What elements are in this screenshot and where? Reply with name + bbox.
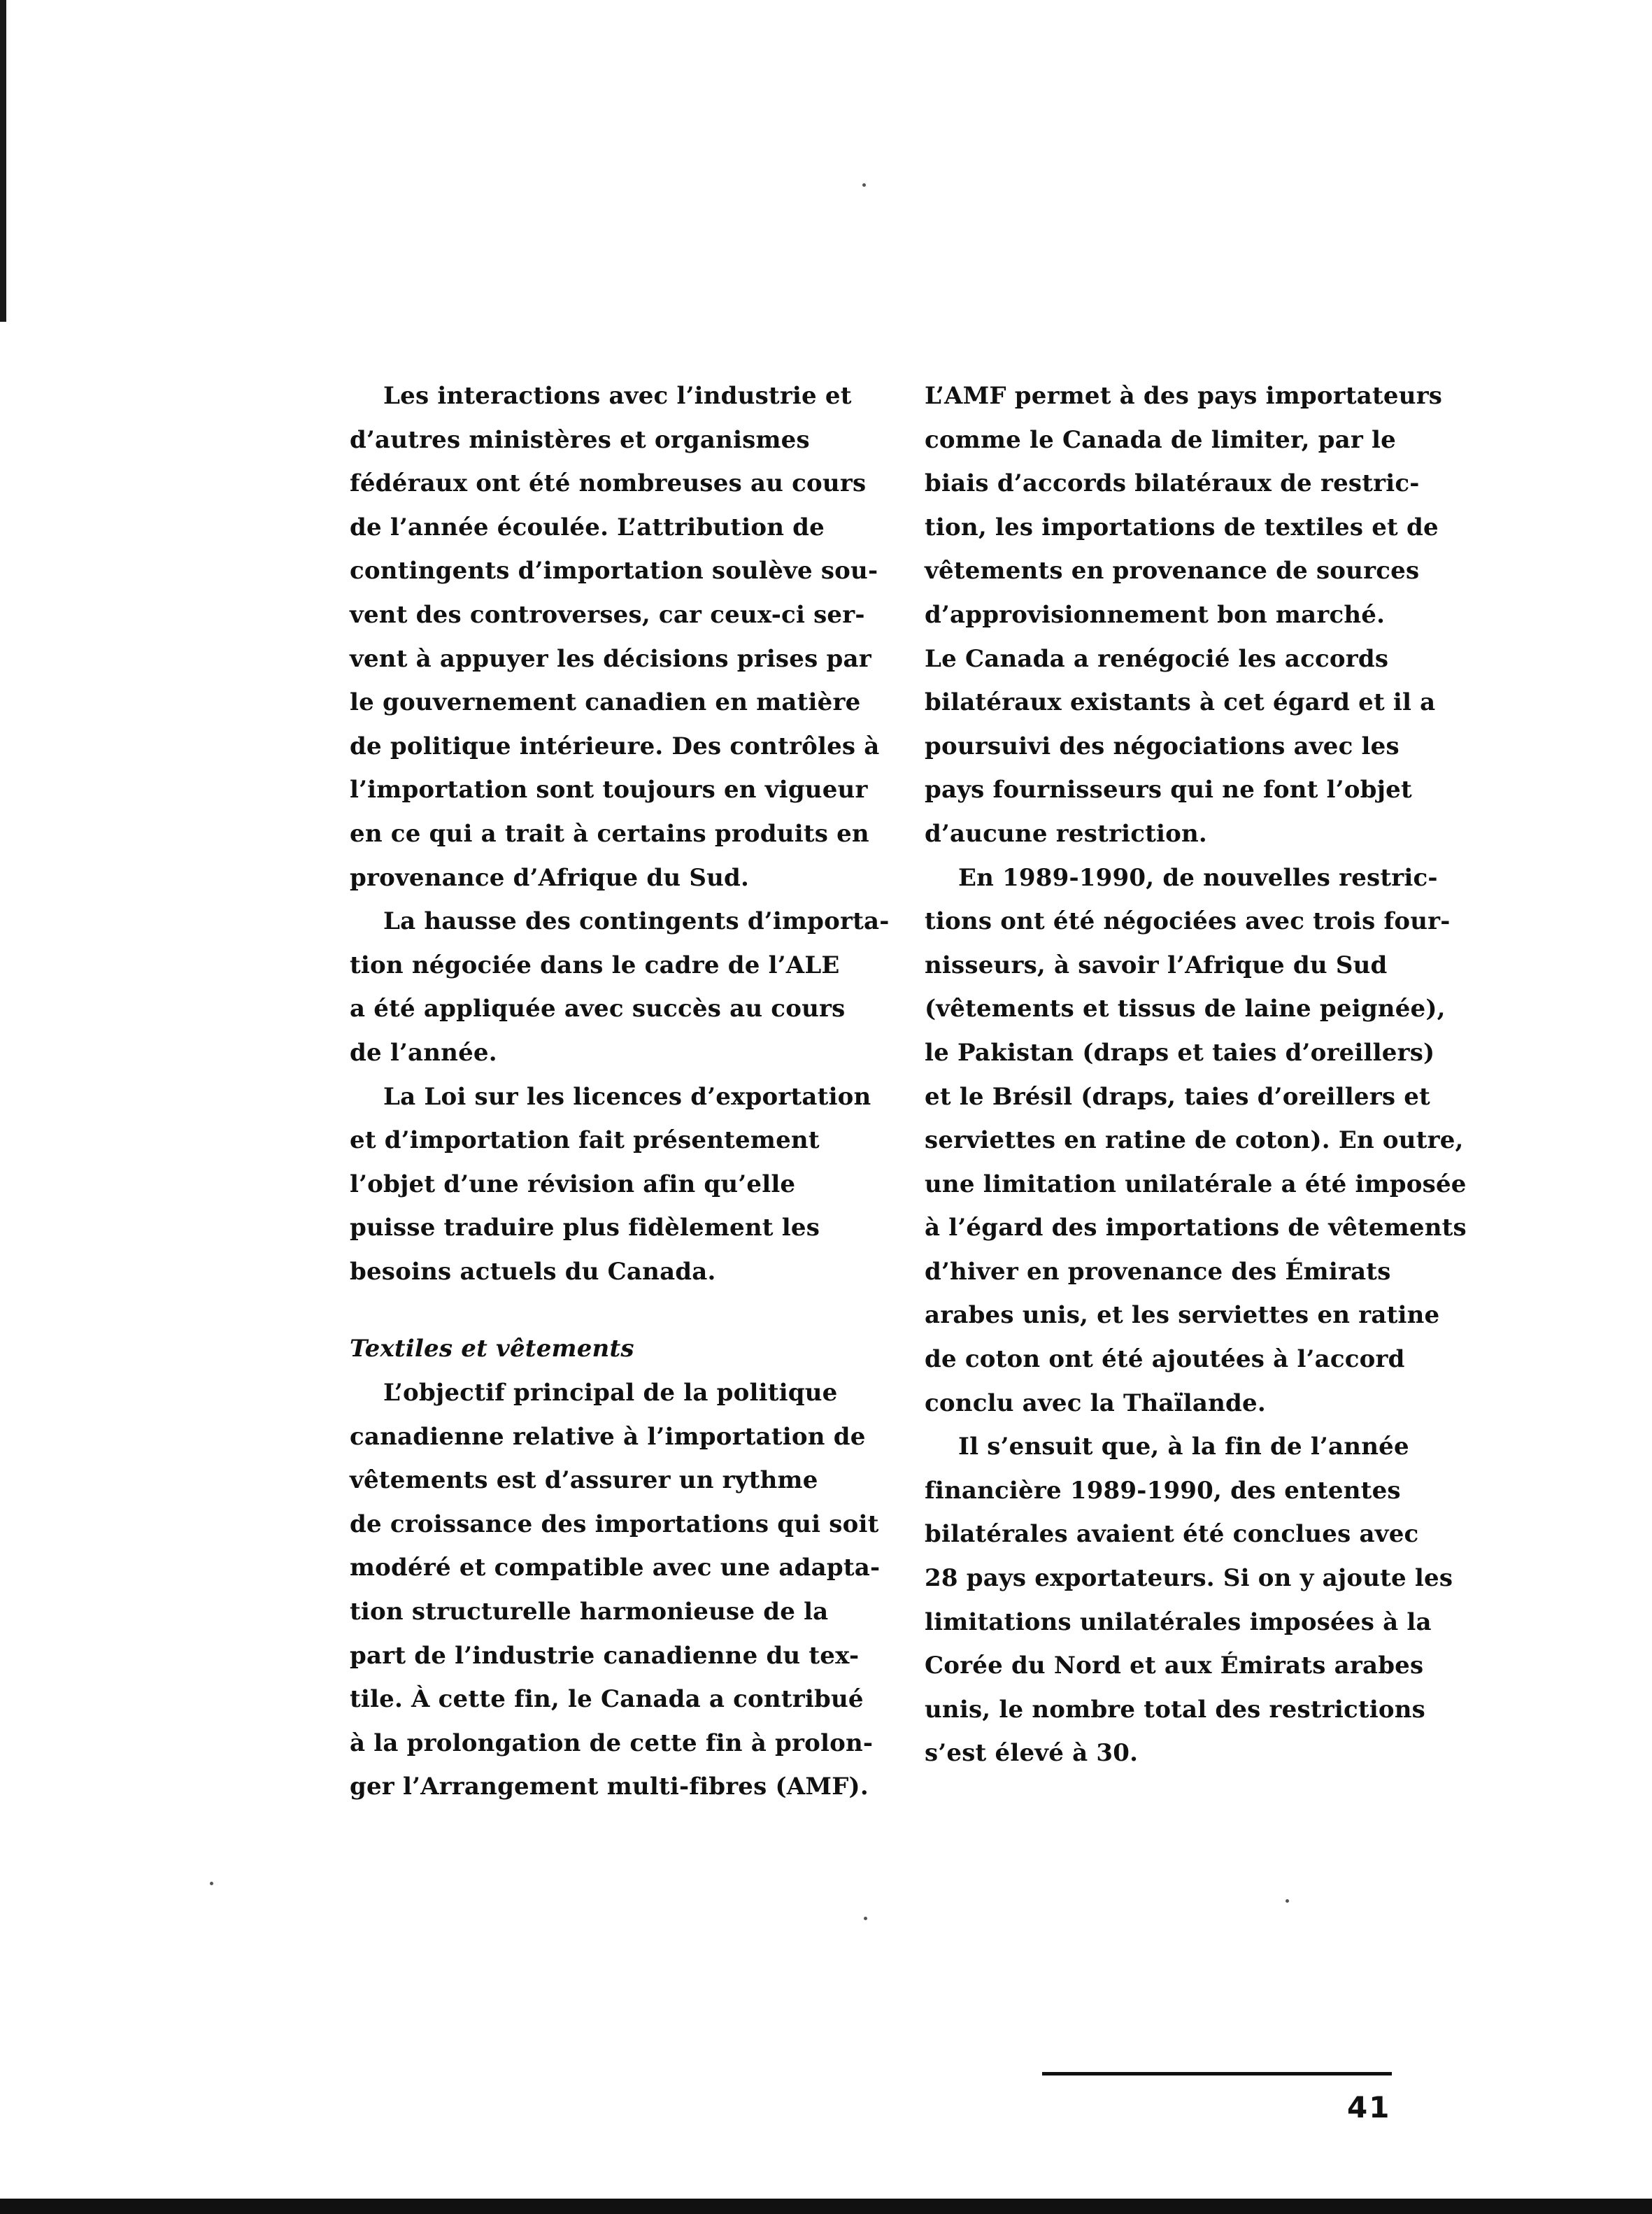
text-line: vêtements en provenance de sources xyxy=(925,557,1420,586)
text-line: bilatérales avaient été conclues avec xyxy=(925,1520,1419,1549)
text-line: conclu avec la Thaïlande. xyxy=(925,1389,1266,1417)
text-line: Les interactions avec l’industrie et xyxy=(383,382,852,410)
scan-speck xyxy=(862,183,866,187)
text-line: besoins actuels du Canada. xyxy=(350,1257,716,1286)
text-line: et le Brésil (draps, taies d’oreillers et xyxy=(925,1082,1430,1111)
text-line: et d’importation fait présentement xyxy=(350,1126,820,1155)
text-line: de coton ont été ajoutées à l’accord xyxy=(925,1345,1405,1374)
text-line: biais d’accords bilatéraux de restric- xyxy=(925,469,1420,498)
text-line: tion, les importations de textiles et de xyxy=(925,513,1439,541)
text-line: Le Canada a renégocié les accords xyxy=(925,644,1389,673)
text-line: L’objectif principal de la politique xyxy=(383,1379,838,1407)
text-line: l’importation sont toujours en vigueur xyxy=(350,776,868,804)
text-line: de politique intérieure. Des contrôles à xyxy=(350,732,880,760)
text-line: vent à appuyer les décisions prises par xyxy=(350,644,871,673)
text-line: comme le Canada de limiter, par le xyxy=(925,425,1396,454)
text-line: pays fournisseurs qui ne font l’objet xyxy=(925,776,1412,804)
text-line: a été appliquée avec succès au cours xyxy=(350,995,846,1023)
text-line: à l’égard des importations de vêtements xyxy=(925,1214,1467,1242)
text-line: d’aucune restriction. xyxy=(925,819,1207,848)
text-line: de croissance des importations qui soit xyxy=(350,1510,879,1538)
text-line: une limitation unilatérale a été imposée xyxy=(925,1170,1467,1198)
text-line: tile. À cette fin, le Canada a contribué xyxy=(350,1685,864,1714)
text-line: Il s’ensuit que, à la fin de l’année xyxy=(958,1433,1409,1461)
text-line: fédéraux ont été nombreuses au cours xyxy=(350,469,867,498)
text-line: part de l’industrie canadienne du tex- xyxy=(350,1641,860,1670)
text-line: La Loi sur les licences d’exportation xyxy=(383,1082,871,1111)
text-line: en ce qui a trait à certains produits en xyxy=(350,819,869,848)
text-line: s’est élevé à 30. xyxy=(925,1739,1139,1768)
text-line: provenance d’Afrique du Sud. xyxy=(350,863,750,892)
text-line: vent des controverses, car ceux-ci ser- xyxy=(350,600,865,629)
text-line: tions ont été négociées avec trois four- xyxy=(925,907,1451,936)
text-line: tion structurelle harmonieuse de la xyxy=(350,1598,829,1626)
footer-rule xyxy=(1042,2072,1392,2075)
text-line: bilatéraux existants à cet égard et il a xyxy=(925,688,1436,717)
text-line: L’AMF permet à des pays importateurs xyxy=(925,382,1443,410)
text-line: d’hiver en provenance des Émirats xyxy=(925,1257,1391,1286)
section-heading: Textiles et vêtements xyxy=(350,1335,634,1363)
text-line: d’approvisionnement bon marché. xyxy=(925,600,1386,629)
left-text-column xyxy=(350,374,890,1809)
scan-speck xyxy=(210,1882,213,1885)
text-line: La hausse des contingents d’importa- xyxy=(383,907,890,936)
text-line: canadienne relative à l’importation de xyxy=(350,1422,866,1451)
text-line: serviettes en ratine de coton). En outre, xyxy=(925,1126,1464,1155)
text-line: puisse traduire plus fidèlement les xyxy=(350,1214,820,1242)
text-line: (vêtements et tissus de laine peignée), xyxy=(925,995,1446,1023)
right-text-column xyxy=(925,374,1467,1775)
text-line: modéré et compatible avec une adapta- xyxy=(350,1554,881,1582)
scan-speck xyxy=(864,1917,867,1920)
section-gap xyxy=(350,1293,881,1327)
text-line: financière 1989-1990, des ententes xyxy=(925,1476,1401,1505)
text-line: vêtements est d’assurer un rythme xyxy=(350,1466,818,1495)
text-line: ger l’Arrangement multi-fibres (AMF). xyxy=(350,1773,869,1801)
scan-edge-bottom xyxy=(0,2199,1652,2214)
text-line: de l’année. xyxy=(350,1038,497,1067)
text-line: arabes unis, et les serviettes en ratine xyxy=(925,1301,1440,1330)
text-line: contingents d’importation soulève sou- xyxy=(350,557,878,586)
text-line: le Pakistan (draps et taies d’oreillers) xyxy=(925,1038,1435,1067)
text-line: 28 pays exportateurs. Si on y ajoute les xyxy=(925,1564,1453,1593)
text-line: limitations unilatérales imposées à la xyxy=(925,1608,1432,1636)
text-line: d’autres ministères et organismes xyxy=(350,425,810,454)
text-line: le gouvernement canadien en matière xyxy=(350,688,861,717)
text-line: tion négociée dans le cadre de l’ALE xyxy=(350,951,840,979)
text-line: de l’année écoulée. L’attribution de xyxy=(350,513,825,541)
scan-edge-left xyxy=(0,0,6,322)
scan-speck xyxy=(1286,1899,1289,1903)
text-line: Corée du Nord et aux Émirats arabes xyxy=(925,1652,1424,1680)
text-line: nisseurs, à savoir l’Afrique du Sud xyxy=(925,951,1388,979)
text-line: unis, le nombre total des restrictions xyxy=(925,1695,1426,1724)
text-line: à la prolongation de cette fin à prolon- xyxy=(350,1729,874,1757)
text-line: poursuivi des négociations avec les xyxy=(925,732,1400,760)
page-number: 41 xyxy=(1347,2090,1391,2124)
text-line: En 1989-1990, de nouvelles restric- xyxy=(958,863,1438,892)
text-line: l’objet d’une révision afin qu’elle xyxy=(350,1170,796,1198)
